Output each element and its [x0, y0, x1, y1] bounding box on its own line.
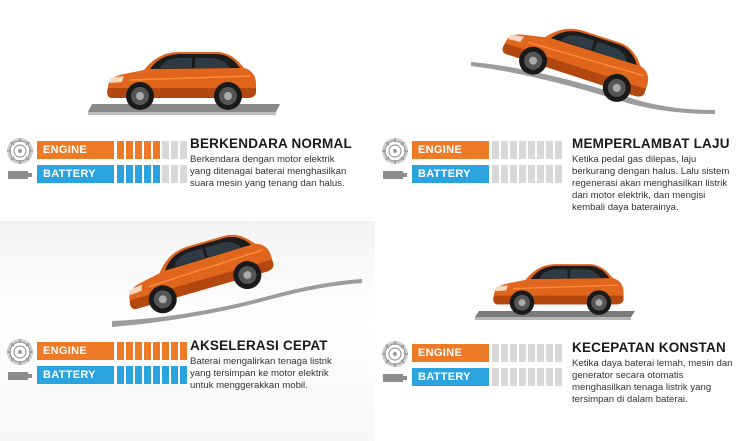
engine-level-segment	[501, 344, 508, 362]
battery-label: BATTERY	[412, 368, 489, 386]
battery-level-segment	[510, 165, 517, 183]
engine-gear-icon	[6, 137, 34, 165]
mode-title: MEMPERLAMBAT LAJU	[572, 136, 730, 151]
battery-level-segment	[162, 366, 169, 384]
engine-level-segment	[546, 344, 553, 362]
engine-segments	[117, 342, 189, 360]
battery-label: BATTERY	[412, 165, 489, 183]
battery-segments	[117, 165, 189, 183]
engine-level-segment	[510, 344, 517, 362]
battery-label: BATTERY	[37, 165, 114, 183]
engine-level-segment	[492, 141, 499, 159]
battery-level-segment	[117, 366, 124, 384]
engine-gear-icon	[6, 338, 34, 366]
mode-description: Ketika daya baterai lemah, mesin dan generator secara otomatis menghasilkan tenaga listrik yang tersimpan di dalam baterai.	[572, 358, 733, 405]
mode-title: BERKENDARA NORMAL	[190, 136, 352, 151]
battery-level-segment	[501, 165, 508, 183]
engine-level-segment	[555, 344, 562, 362]
engine-bar	[412, 141, 564, 159]
power-gauge	[6, 137, 186, 185]
battery-level-segment	[537, 368, 544, 386]
mode-panel-normal	[0, 0, 375, 220]
engine-level-segment	[162, 141, 169, 159]
engine-level-segment	[537, 344, 544, 362]
engine-level-segment	[144, 141, 151, 159]
engine-level-segment	[126, 342, 133, 360]
battery-level-segment	[180, 165, 187, 183]
battery-plug-icon	[381, 169, 409, 181]
battery-level-segment	[555, 368, 562, 386]
mode-title: AKSELERASI CEPAT	[190, 338, 328, 353]
engine-level-segment	[135, 342, 142, 360]
engine-level-segment	[171, 141, 178, 159]
battery-level-segment	[180, 366, 187, 384]
battery-bar	[412, 368, 564, 386]
engine-bar	[37, 342, 189, 360]
engine-label: ENGINE	[37, 342, 114, 360]
engine-level-segment	[492, 344, 499, 362]
battery-level-segment	[510, 368, 517, 386]
engine-segments	[117, 141, 189, 159]
battery-level-segment	[126, 366, 133, 384]
mode-title: KECEPATAN KONSTAN	[572, 340, 726, 355]
engine-level-segment	[117, 141, 124, 159]
battery-plug-icon	[6, 370, 34, 382]
battery-bar	[412, 165, 564, 183]
engine-level-segment	[510, 141, 517, 159]
engine-bar	[37, 141, 189, 159]
mode-panel-constant	[375, 221, 750, 441]
engine-level-segment	[153, 141, 160, 159]
engine-level-segment	[126, 141, 133, 159]
mode-description: Berkendara dengan motor elektrik yang ditenagai baterai menghasilkan suara mesin yang tenang dan halus.	[190, 154, 347, 189]
engine-label: ENGINE	[412, 344, 489, 362]
battery-plug-icon	[6, 169, 34, 181]
engine-label: ENGINE	[37, 141, 114, 159]
battery-segments	[492, 165, 564, 183]
engine-level-segment	[546, 141, 553, 159]
battery-level-segment	[117, 165, 124, 183]
battery-level-segment	[171, 366, 178, 384]
battery-level-segment	[546, 165, 553, 183]
power-gauge	[6, 338, 186, 386]
battery-bar	[37, 366, 189, 384]
engine-bar	[412, 344, 564, 362]
engine-level-segment	[519, 141, 526, 159]
battery-level-segment	[555, 165, 562, 183]
engine-level-segment	[528, 141, 535, 159]
engine-label: ENGINE	[412, 141, 489, 159]
battery-level-segment	[546, 368, 553, 386]
battery-level-segment	[492, 165, 499, 183]
battery-level-segment	[519, 368, 526, 386]
engine-level-segment	[180, 141, 187, 159]
battery-level-segment	[153, 366, 160, 384]
engine-level-segment	[162, 342, 169, 360]
battery-level-segment	[519, 165, 526, 183]
engine-level-segment	[537, 141, 544, 159]
engine-level-segment	[171, 342, 178, 360]
engine-level-segment	[144, 342, 151, 360]
battery-segments	[117, 366, 189, 384]
car-illustration	[100, 42, 260, 112]
engine-level-segment	[153, 342, 160, 360]
battery-level-segment	[528, 165, 535, 183]
battery-level-segment	[171, 165, 178, 183]
engine-level-segment	[180, 342, 187, 360]
battery-level-segment	[492, 368, 499, 386]
engine-level-segment	[117, 342, 124, 360]
battery-level-segment	[135, 165, 142, 183]
mode-description: Ketika pedal gas dilepas, laju berkurang dengan halus. Lalu sistem regenerasi akan menghasilkan listrik dari motor elektrik, dan mengisi kembali daya baterainya.	[572, 154, 730, 213]
engine-level-segment	[135, 141, 142, 159]
mode-panel-acceleration	[0, 221, 375, 441]
battery-plug-icon	[381, 372, 409, 384]
battery-level-segment	[126, 165, 133, 183]
engine-level-segment	[519, 344, 526, 362]
battery-level-segment	[537, 165, 544, 183]
power-gauge	[381, 340, 561, 388]
engine-segments	[492, 141, 564, 159]
battery-level-segment	[144, 165, 151, 183]
battery-level-segment	[501, 368, 508, 386]
mode-panel-slowing	[375, 0, 750, 220]
engine-gear-icon	[381, 340, 409, 368]
engine-segments	[492, 344, 564, 362]
battery-level-segment	[528, 368, 535, 386]
engine-level-segment	[528, 344, 535, 362]
battery-level-segment	[135, 366, 142, 384]
power-gauge	[381, 137, 561, 185]
battery-label: BATTERY	[37, 366, 114, 384]
battery-level-segment	[144, 366, 151, 384]
battery-bar	[37, 165, 189, 183]
engine-level-segment	[555, 141, 562, 159]
car-illustration	[487, 255, 627, 317]
battery-segments	[492, 368, 564, 386]
engine-gear-icon	[381, 137, 409, 165]
mode-description: Baterai mengalirkan tenaga listrik yang tersimpan ke motor elektrik untuk menggerakkan mobil.	[190, 356, 332, 391]
battery-level-segment	[162, 165, 169, 183]
battery-level-segment	[153, 165, 160, 183]
engine-level-segment	[501, 141, 508, 159]
